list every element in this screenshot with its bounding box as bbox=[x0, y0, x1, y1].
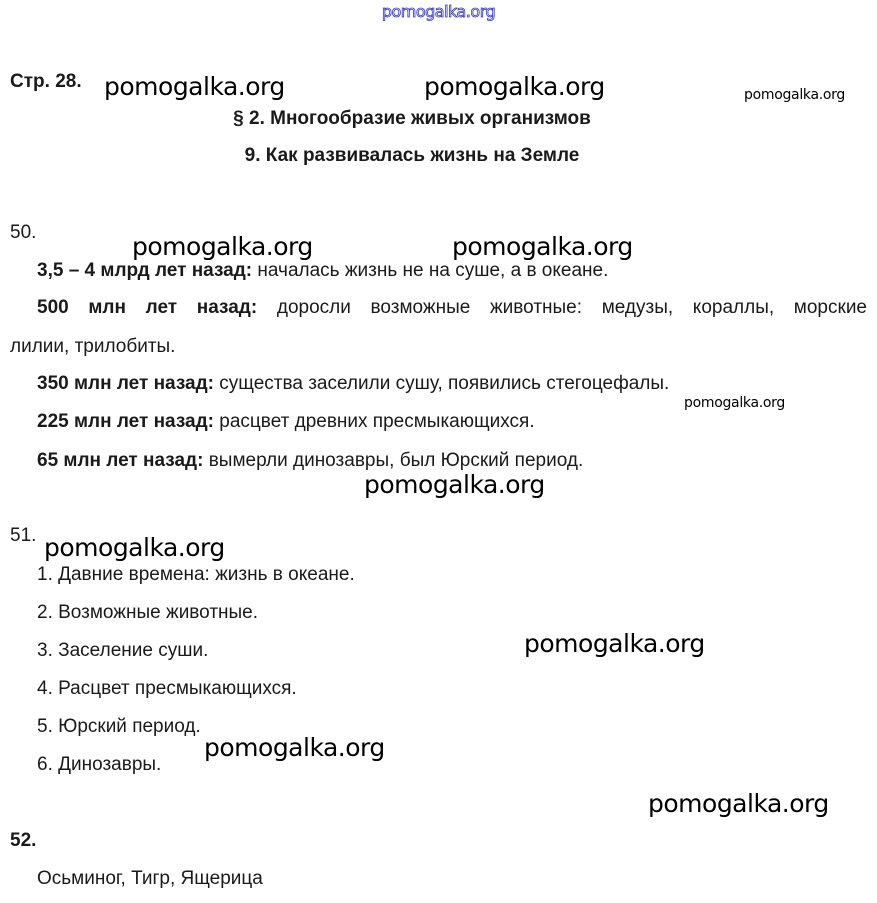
timeline-item bbox=[37, 260, 608, 282]
list-item: 1. Давние времена: жизнь в океане. bbox=[37, 564, 355, 585]
list-item: 6. Динозавры. bbox=[37, 754, 162, 775]
section-title: § 2. Многообразие живых организмов bbox=[233, 108, 591, 129]
watermark: pomogalka.org bbox=[684, 395, 785, 411]
task-number-51: 51. bbox=[10, 525, 37, 546]
task-52-answer: Осьминог, Тигр, Ящерица bbox=[37, 868, 263, 889]
watermark: pomogalka.org bbox=[132, 232, 313, 261]
timeline-item bbox=[37, 297, 867, 319]
watermark: pomogalka.org bbox=[648, 789, 829, 818]
task-number-52: 52. bbox=[10, 830, 37, 851]
timeline-term: 65 млн лет назад: bbox=[37, 450, 204, 471]
timeline-continuation: лилии, трилобиты. bbox=[10, 336, 176, 357]
timeline-text: существа заселили сушу, появились стегоцефалы. bbox=[214, 373, 670, 394]
watermark: pomogalka.org bbox=[744, 87, 845, 103]
timeline-text: вымерли динозавры, был Юрский период. bbox=[203, 450, 584, 471]
watermark: pomogalka.org bbox=[424, 72, 605, 101]
site-link[interactable]: pomogalka.org bbox=[381, 2, 496, 21]
watermark: pomogalka.org bbox=[364, 470, 545, 499]
timeline-term: 225 млн лет назад: bbox=[37, 411, 215, 432]
timeline-item bbox=[37, 450, 583, 472]
watermark: pomogalka.org bbox=[524, 629, 705, 658]
timeline-text: началась жизнь не на суше, а в океане. bbox=[252, 260, 609, 281]
watermark: pomogalka.org bbox=[44, 533, 225, 562]
watermark: pomogalka.org bbox=[452, 232, 633, 261]
lesson-title: 9. Как развивалась жизнь на Земле bbox=[244, 145, 580, 166]
timeline-term: 350 млн лет назад: bbox=[37, 373, 215, 394]
timeline-term: 500 млн лет назад: bbox=[37, 297, 258, 318]
page-label: Стр. 28. bbox=[10, 71, 82, 92]
list-item: 3. Заселение суши. bbox=[37, 640, 209, 661]
timeline-term: 3,5 – 4 млрд лет назад: bbox=[37, 260, 253, 281]
task-number-50: 50. bbox=[10, 222, 37, 243]
list-item: 4. Расцвет пресмыкающихся. bbox=[37, 678, 297, 699]
watermark: pomogalka.org bbox=[204, 733, 385, 762]
timeline-text: расцвет древних пресмыкающихся. bbox=[214, 411, 535, 432]
timeline-text: доросли возможные животные: медузы, кораллы, морские bbox=[257, 297, 867, 318]
watermark: pomogalka.org bbox=[104, 72, 285, 101]
list-item: 5. Юрский период. bbox=[37, 716, 201, 737]
list-item: 2. Возможные животные. bbox=[37, 602, 259, 623]
timeline-item bbox=[37, 411, 535, 433]
timeline-item bbox=[37, 373, 669, 395]
